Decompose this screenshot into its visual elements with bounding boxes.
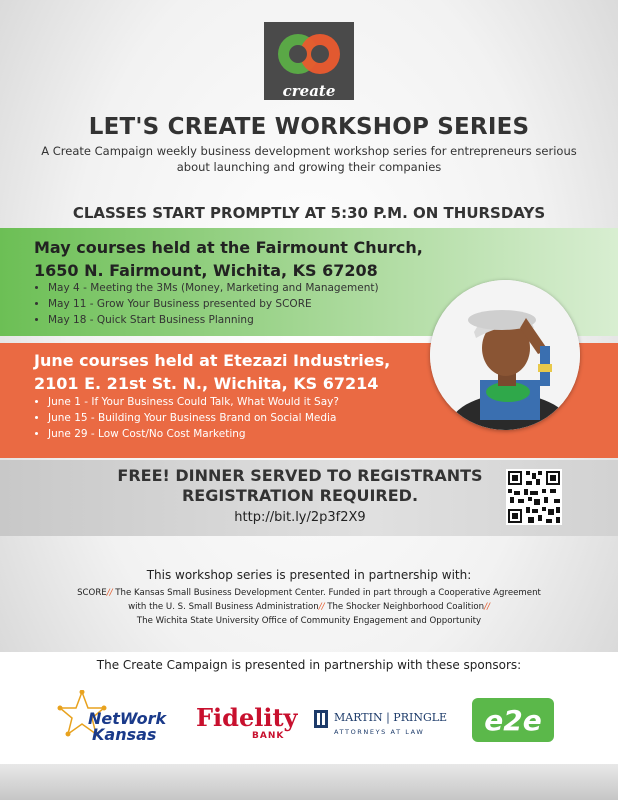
partner-sba: with the U. S. Small Business Administration — [128, 602, 319, 612]
partnership-lead: This workshop series is presented in partnership with: — [146, 568, 472, 582]
list-item: • May 18 - Quick Start Business Planning — [48, 312, 379, 328]
june-course-list — [34, 394, 339, 442]
martin-pringle-subtext: ATTORNEYS AT LAW — [334, 728, 425, 736]
fidelity-bank-text: BANK — [252, 731, 285, 741]
free-dinner-text: FREE! DINNER SERVED TO REGISTRANTS — [117, 466, 483, 485]
registration-band — [0, 460, 618, 536]
partner-shocker: The Shocker Neighborhood Coalition — [324, 602, 485, 612]
qr-code-icon[interactable] — [506, 469, 562, 525]
sponsor-lead: The Create Campaign is presented in partnership with these sponsors: — [96, 658, 522, 672]
networkkansas-logo — [56, 690, 180, 746]
fidelity-bank-logo — [194, 690, 298, 746]
partner-separator: // — [318, 602, 325, 612]
partner-wsu: The Wichita State University Office of Community Engagement and Opportunity — [136, 616, 482, 626]
fidelity-text: Fidelity — [196, 703, 298, 732]
logo-text: create — [282, 82, 336, 100]
networkkansas-text-2: Kansas — [92, 725, 157, 744]
sponsor-section — [0, 652, 618, 764]
page-subtitle: A Create Campaign weekly business development workshop series for entrepreneurs serious about launching and growing their companies — [41, 144, 577, 174]
list-item: • May 11 - Grow Your Business presented by SCORE — [48, 296, 379, 312]
list-item: • June 15 - Building Your Business Brand on Social Media — [48, 410, 339, 426]
list-item: • June 29 - Low Cost/No Cost Marketing — [48, 426, 339, 442]
may-heading-line1: May courses held at the Fairmount Church, — [34, 238, 423, 257]
registration-link[interactable]: http://bit.ly/2p3f2X9 — [234, 510, 366, 525]
may-heading-line2: 1650 N. Fairmount, Wichita, KS 67208 — [34, 261, 378, 280]
page-title: LET'S CREATE WORKSHOP SERIES — [88, 114, 530, 140]
may-heading — [34, 236, 423, 282]
may-course-list — [34, 280, 379, 328]
networkkansas-text-1: NetWork — [88, 709, 167, 728]
classes-note: CLASSES START PROMPTLY AT 5:30 P.M. ON THURSDAYS — [72, 204, 546, 222]
entrepreneur-photo — [430, 280, 580, 430]
create-logo — [264, 22, 354, 100]
partnership-section — [20, 568, 598, 628]
registration-text — [100, 466, 500, 506]
registration-required-text: REGISTRATION REQUIRED. — [181, 486, 419, 505]
june-heading-line2: 2101 E. 21st St. N., Wichita, KS 67214 — [34, 374, 379, 393]
martin-pringle-text: MARTIN | PRINGLE — [334, 711, 448, 724]
partnership-list — [20, 586, 598, 628]
bottom-strip — [0, 764, 618, 800]
martin-pringle-logo — [312, 690, 458, 746]
e2e-logo — [470, 690, 556, 746]
partner-ksbdc: The Kansas Small Business Development Center. Funded in part through a Cooperative Agreement — [112, 588, 541, 598]
list-item: • May 4 - Meeting the 3Ms (Money, Marketing and Management) — [48, 280, 379, 296]
list-item: • June 1 - If Your Business Could Talk, What Would it Say? — [48, 394, 339, 410]
june-heading-line1: June courses held at Etezazi Industries, — [34, 351, 391, 370]
partner-score: SCORE — [77, 588, 107, 598]
partner-separator: // — [106, 588, 113, 598]
june-heading — [34, 349, 390, 395]
e2e-text: e2e — [484, 704, 542, 737]
partner-separator: // — [484, 602, 490, 612]
